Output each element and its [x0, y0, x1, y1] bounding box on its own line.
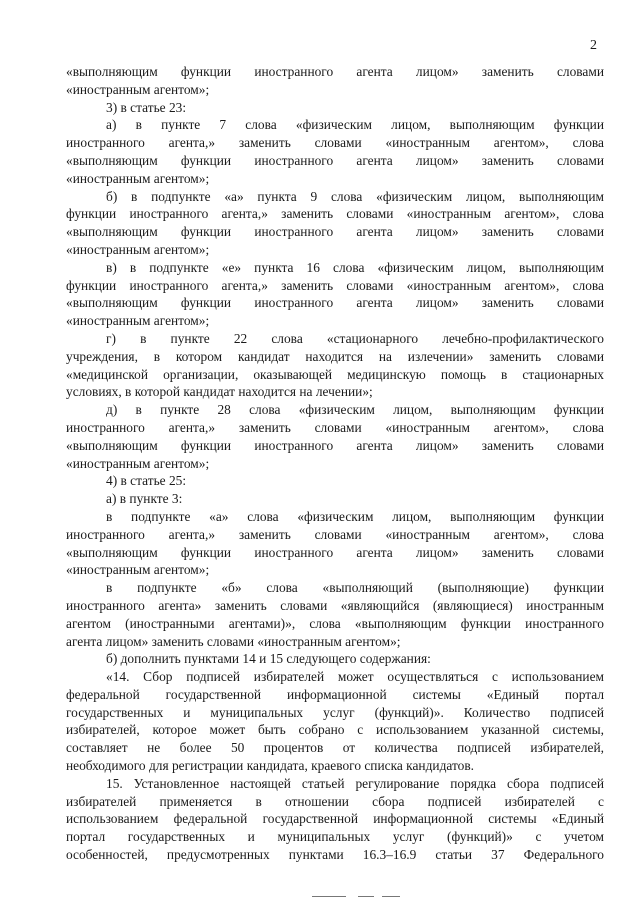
text-line: составляет не более 50 процентов от количества подписей избирателей, — [66, 740, 604, 756]
text-line: 15. Установленное настоящей статьей регулирование порядка сбора подписей — [106, 775, 604, 791]
text-line: иностранного агента,» заменить словами «иностранным агентом», слова — [66, 419, 604, 435]
text-line: «выполняющим функции иностранного агента лицом» заменить словами — [66, 437, 604, 453]
text-line: необходимого для регистрации кандидата, краевого списка кандидатов. — [66, 758, 475, 774]
text-line: «иностранным агентом»; — [66, 81, 210, 97]
bottom-scan-marks — [312, 896, 402, 899]
page-number: 2 — [590, 38, 597, 53]
text-line: д) в пункте 28 слова «физическим лицом, выполняющим функции — [106, 402, 604, 418]
text-line: «выполняющим функции иностранного агента лицом» заменить словами — [66, 544, 604, 560]
text-line: использованием федеральной государственной информационной системы «Единый — [66, 811, 604, 827]
text-line: особенностей, предусмотренных пунктами 16.3–16.9 статьи 37 Федерального — [66, 847, 604, 863]
text-line: «медицинской организации, оказывающей медицинскую помощь в стационарных — [66, 366, 604, 382]
text-line: функции иностранного агента,» заменить словами «иностранным агентом», слова — [66, 206, 604, 222]
text-line: «иностранным агентом»; — [66, 455, 210, 471]
text-line: «14. Сбор подписей избирателей может осуществляться с использованием — [106, 669, 604, 685]
text-line: «выполняющим функции иностранного агента лицом» заменить словами — [66, 224, 604, 240]
text-line: г) в пункте 22 слова «стационарного лечебно-профилактического — [106, 330, 604, 346]
text-line: «выполняющим функции иностранного агента лицом» заменить словами — [66, 295, 604, 311]
text-line: государственных и муниципальных услуг (функций)». Количество подписей — [66, 704, 604, 720]
text-line: иностранного агента» заменить словами «являющийся (являющиеся) иностранным — [66, 597, 604, 613]
text-line: б) в подпункте «а» пункта 9 слова «физическим лицом, выполняющим — [106, 188, 604, 204]
text-line: агентом (иностранными агентами)», слова «выполняющим функции иностранного — [66, 615, 604, 631]
text-line: избирателей, которое может быть собрано с использованием указанной системы, — [66, 722, 604, 738]
text-line: федеральной государственной информационной системы «Единый портал — [66, 686, 604, 702]
document-body — [66, 63, 604, 864]
text-line: 3) в статье 23: — [106, 99, 187, 115]
text-line: иностранного агента,» заменить словами «иностранным агентом», слова — [66, 135, 604, 151]
text-line: «иностранным агентом»; — [66, 170, 210, 186]
text-line: «иностранным агентом»; — [66, 562, 210, 578]
text-line: условиях, в которой кандидат находится на лечении»; — [66, 384, 373, 400]
text-line: а) в пункте 3: — [106, 491, 183, 507]
text-line: портал государственных и муниципальных услуг (функций)» с учетом — [66, 829, 604, 845]
text-line: в подпункте «а» слова «физическим лицом, выполняющим функции — [106, 508, 604, 524]
text-line: в) в подпункте «е» пункта 16 слова «физическим лицом, выполняющим — [106, 259, 604, 275]
text-line: «иностранным агентом»; — [66, 241, 210, 257]
text-line: б) дополнить пунктами 14 и 15 следующего содержания: — [106, 651, 431, 667]
text-line: функции иностранного агента,» заменить словами «иностранным агентом», слова — [66, 277, 604, 293]
text-line: иностранного агента,» заменить словами «иностранным агентом», слова — [66, 526, 604, 542]
text-line: «выполняющим функции иностранного агента лицом» заменить словами — [66, 64, 604, 79]
text-line: «выполняющим функции иностранного агента лицом» заменить словами — [66, 152, 604, 168]
text-line: а) в пункте 7 слова «физическим лицом, выполняющим функции — [106, 117, 604, 133]
text-line: в подпункте «б» слова «выполняющий (выполняющие) функции — [106, 580, 604, 596]
text-line: учреждения, в котором кандидат находится на излечении» заменить словами — [66, 348, 604, 364]
text-line: «иностранным агентом»; — [66, 313, 210, 329]
text-line: 4) в статье 25: — [106, 473, 187, 489]
text-line: агента лицом» заменить словами «иностранным агентом»; — [66, 633, 401, 649]
text-line: избирателей применяется в отношении сбора подписей избирателей с — [66, 793, 604, 809]
